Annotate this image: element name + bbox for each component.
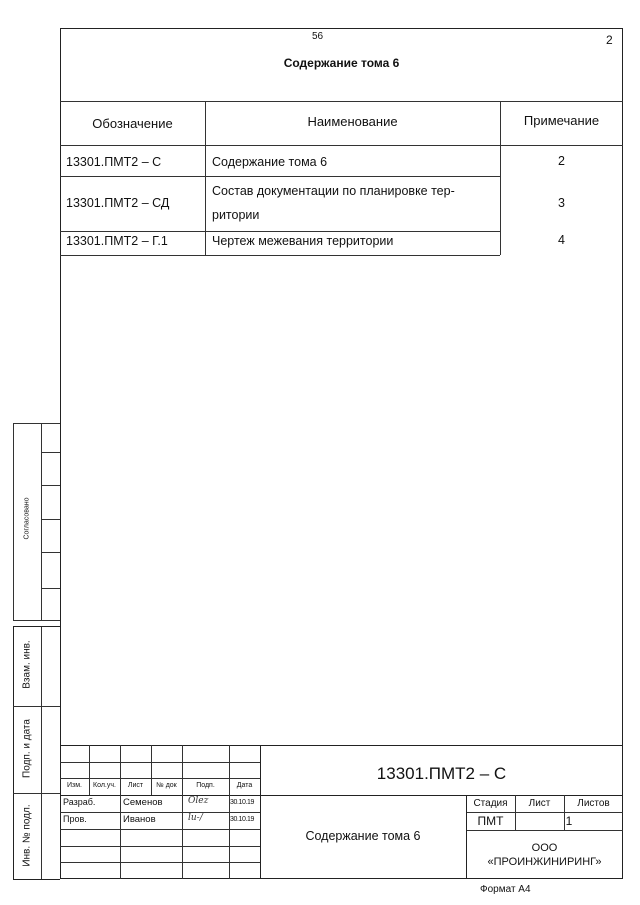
sheet-corner-number: 2 (606, 33, 613, 47)
role-developer: Разраб. (63, 797, 96, 807)
stamp-col-header: Кол.уч. (93, 782, 116, 789)
sheet-label: Лист (528, 798, 551, 809)
sign-date-label: Подп. и дата (21, 719, 33, 778)
table-row-note: 3 (558, 196, 565, 210)
stage-label: Стадия (473, 798, 508, 809)
col-header-note: Примечание (523, 113, 600, 128)
developer-signature: Olez (188, 796, 209, 806)
developer-date: 30.10.19 (230, 799, 255, 806)
table-row-name: Содержание тома 6 (212, 155, 328, 169)
checker-name: Иванов (123, 814, 156, 825)
sheet-value: 1 (565, 814, 573, 828)
stamp-col-header: Подп. (196, 782, 215, 789)
stamp-col-header: Изм. (67, 782, 82, 789)
stamp-col-header: № док (156, 782, 177, 789)
table-row-code: 13301.ПМТ2 – С (66, 155, 162, 169)
sheets-label: Листов (577, 798, 610, 809)
inv-vzam-label: Взам. инв. (21, 640, 33, 689)
stamp-doc-code: 13301.ПМТ2 – С (376, 764, 507, 783)
table-row-code: 13301.ПМТ2 – СД (66, 196, 170, 210)
table-row-note: 2 (558, 154, 565, 168)
stamp-col-header: Лист (127, 782, 144, 789)
table-row-name-cont: ритории (212, 208, 260, 222)
stage-value: ПМТ (477, 814, 504, 828)
col-header-name: Наименование (307, 114, 398, 129)
stamp-col-header: Дата (236, 782, 253, 789)
agreed-label: Согласовано (23, 497, 31, 540)
col-header-designation: Обозначение (92, 116, 173, 131)
developer-name: Семенов (123, 797, 163, 808)
org-line2: «ПРОИНЖИНИРИНГ» (487, 856, 602, 868)
page-title: Содержание тома 6 (283, 56, 400, 70)
org-line1: ООО (531, 842, 558, 854)
role-checker: Пров. (63, 814, 87, 824)
inv-podl-label: Инв. № подл. (21, 804, 33, 867)
checker-signature: lu-/ (188, 813, 203, 823)
table-row-name: Чертеж межевания территории (212, 234, 394, 248)
page-number: 56 (312, 31, 324, 42)
table-row-name: Состав документации по планировке тер- (212, 184, 455, 198)
format-label: Формат А4 (480, 884, 531, 895)
table-row-note: 4 (558, 233, 565, 247)
checker-date: 30.10.19 (230, 816, 255, 823)
table-row-code: 13301.ПМТ2 – Г.1 (66, 234, 168, 248)
stamp-title: Содержание тома 6 (305, 829, 421, 843)
